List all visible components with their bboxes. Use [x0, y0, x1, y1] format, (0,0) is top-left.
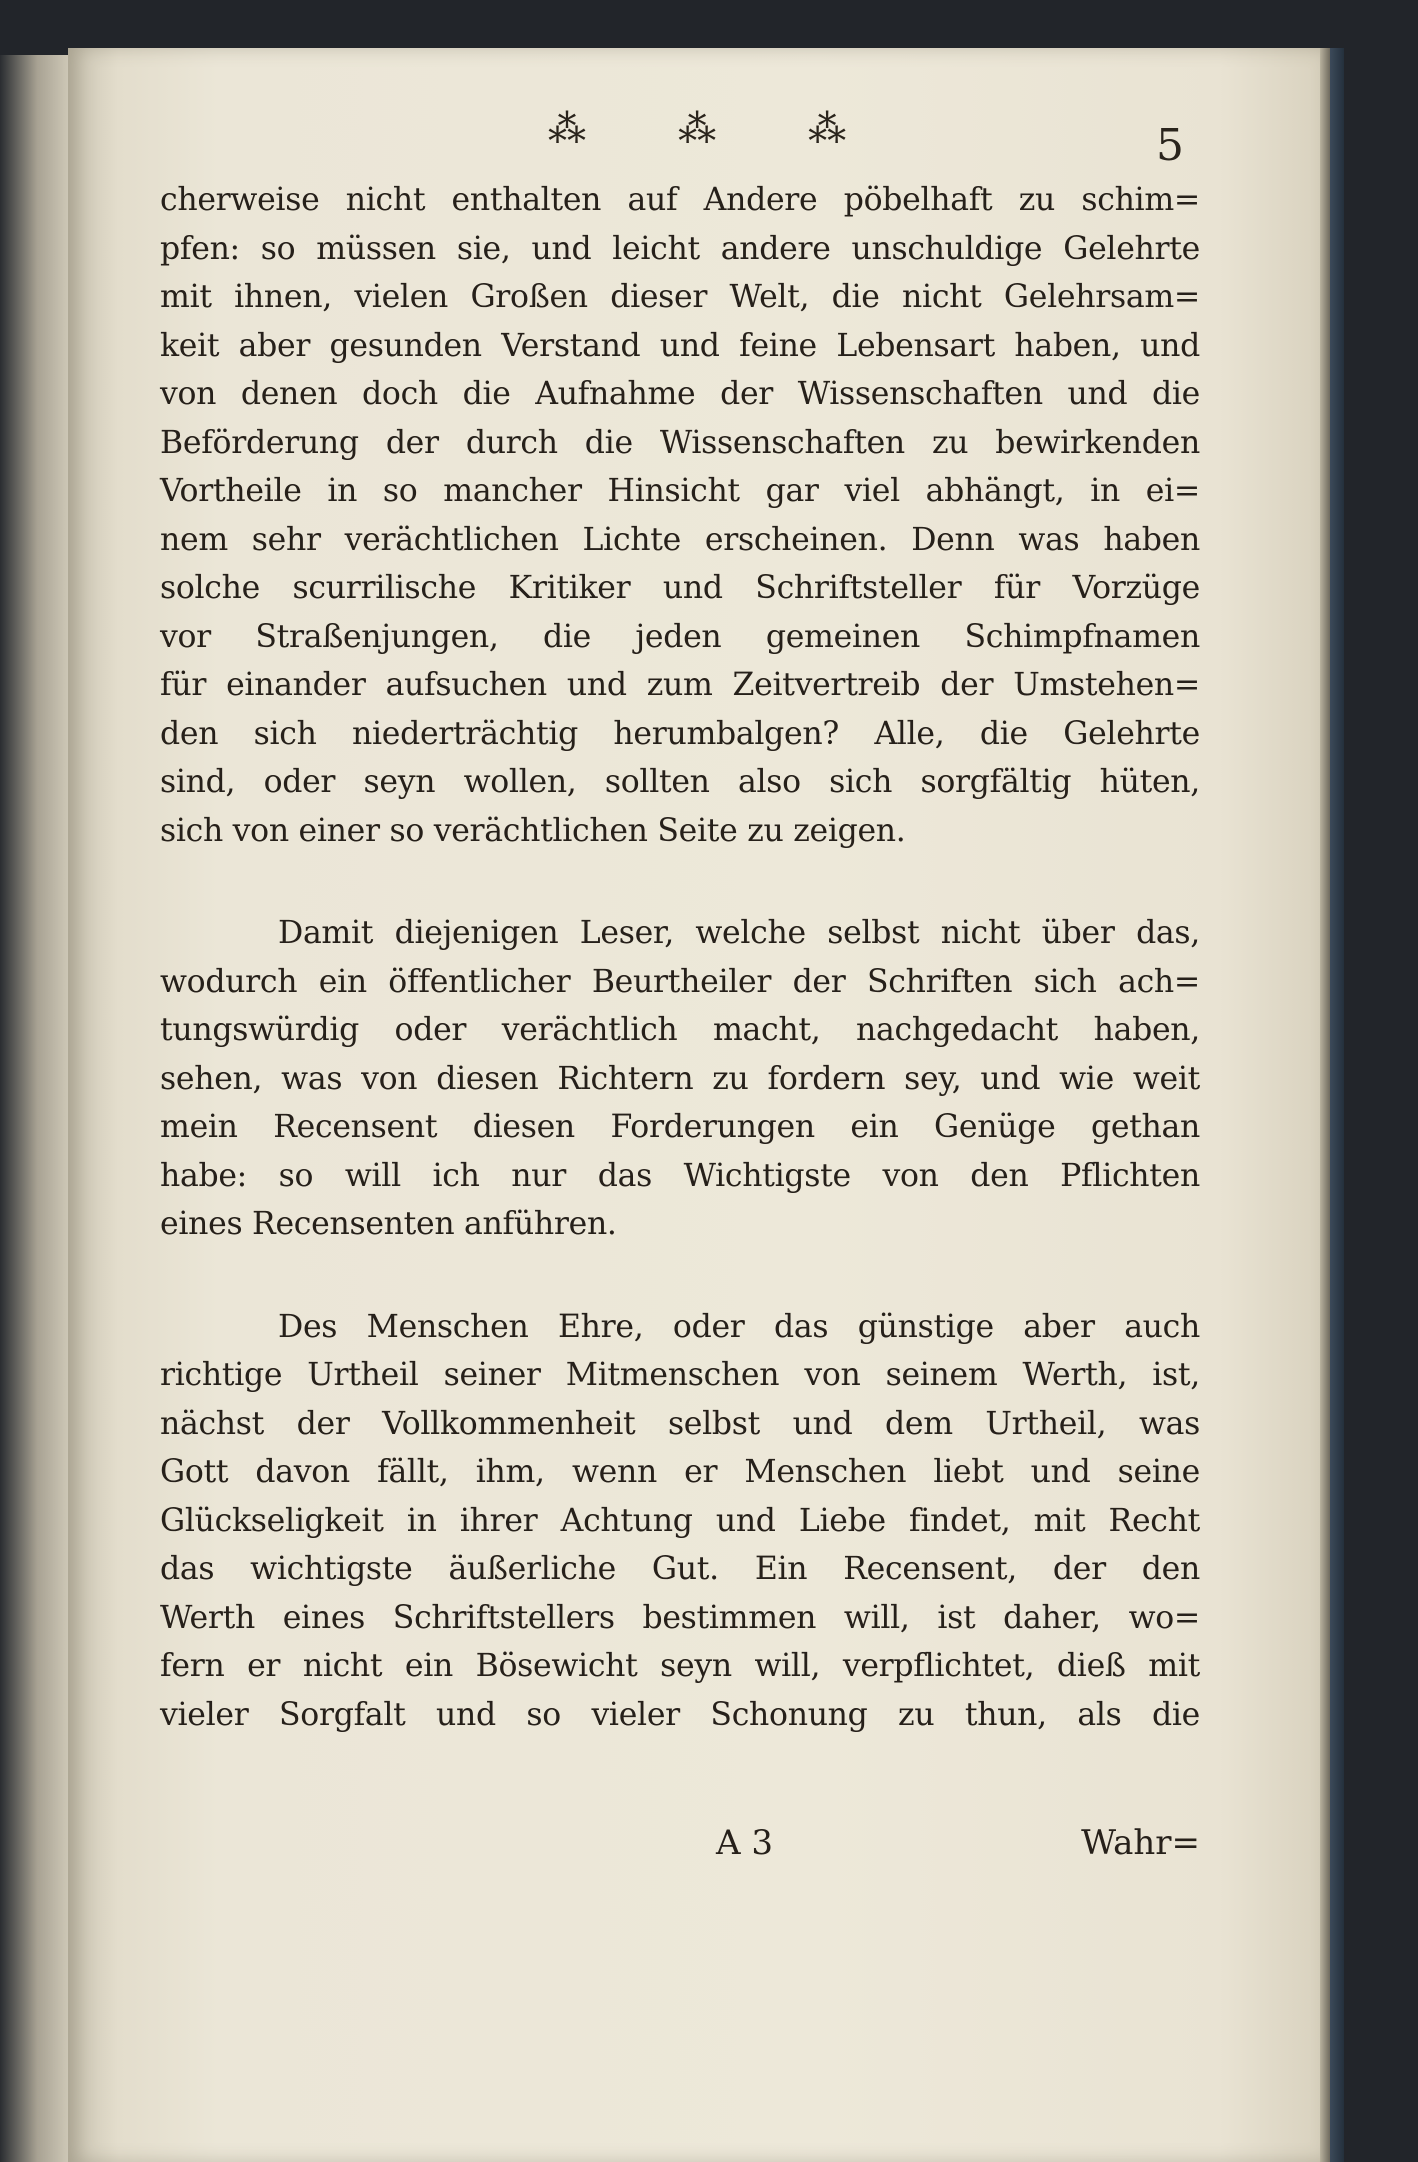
text-line: sich von einer so verächtlichen Seite zu zeigen. [160, 812, 906, 849]
signature-mark: A 3 [716, 1823, 773, 1863]
text-line: nächst der Vollkommenheit selbst und dem Urtheil, was [160, 1405, 1200, 1442]
text-line: Beförderung der durch die Wissenschaften zu bewirkenden [160, 424, 1200, 461]
text-line: Vortheile in so mancher Hinsicht gar viel abhängt, in ei= [160, 473, 1200, 509]
text-line: sind, oder seyn wollen, sollten also sich sorgfältig hüten, [160, 764, 1200, 800]
text-line: eines Recensenten anführen. [160, 1206, 617, 1242]
text-line: nem sehr verächtlichen Lichte erscheinen. Denn was haben [160, 521, 1200, 558]
text-line: sehen, was von diesen Richtern zu fordern sey, und wie weit [160, 1060, 1200, 1097]
page-number: 5 [1156, 120, 1184, 171]
text-line: Gott davon fällt, ihm, wenn er Menschen liebt und seine [160, 1454, 1200, 1490]
text-line: cherweise nicht enthalten auf Andere pöbelhaft zu schim= [160, 182, 1200, 218]
page-footer [160, 1823, 1200, 1873]
text-line: richtige Urtheil seiner Mitmenschen von seinem Werth, ist, [160, 1357, 1200, 1393]
text-line: tungswürdig oder verächtlich macht, nachgedacht haben, [160, 1012, 1200, 1048]
catchword: Wahr= [1081, 1823, 1200, 1863]
book-cover-edge [1330, 48, 1344, 2162]
text-line: habe: so will ich nur das Wichtigste von den Pflichten [160, 1157, 1200, 1194]
paragraph-1 [160, 176, 1200, 855]
text-line: vor Straßenjungen, die jeden gemeinen Schimpfnamen [160, 618, 1200, 655]
text-line: das wichtigste äußerliche Gut. Ein Recensent, der den [160, 1551, 1200, 1587]
text-line: für einander aufsuchen und zum Zeitvertreib der Umstehen= [160, 667, 1200, 703]
text-line: Damit diejenigen Leser, welche selbst nicht über das, [278, 915, 1200, 951]
paragraph-3 [160, 1303, 1200, 1740]
text-line: keit aber gesunden Verstand und feine Lebensart haben, und [160, 327, 1200, 364]
text-line: Glückseligkeit in ihrer Achtung und Liebe findet, mit Recht [160, 1502, 1200, 1539]
page-fore-edge [1320, 48, 1330, 2162]
text-line: vieler Sorgfalt und so vieler Schonung zu thun, als die [160, 1696, 1200, 1733]
text-line: mein Recensent diesen Forderungen ein Genüge gethan [160, 1109, 1200, 1145]
text-line: von denen doch die Aufnahme der Wissenschaften und die [160, 376, 1200, 412]
text-line: pfen: so müssen sie, und leicht andere unschuldige Gelehrte [160, 230, 1200, 267]
left-page-edge [0, 55, 68, 2162]
body-text [160, 176, 1200, 1739]
paragraph-gap [160, 855, 1200, 909]
text-line: mit ihnen, vielen Großen dieser Welt, die nicht Gelehrsam= [160, 279, 1200, 315]
text-line: fern er nicht ein Bösewicht seyn will, verpflichtet, dieß mit [160, 1648, 1200, 1684]
text-line: Des Menschen Ehre, oder das günstige aber auch [278, 1308, 1200, 1345]
paragraph-gap [160, 1249, 1200, 1303]
text-line: Werth eines Schriftstellers bestimmen will, ist daher, wo= [160, 1599, 1200, 1636]
header-ornament: ⁂ ⁂ ⁂ [548, 107, 887, 151]
paragraph-2 [160, 909, 1200, 1249]
text-line: den sich niederträchtig herumbalgen? Alle, die Gelehrte [160, 715, 1200, 752]
text-line: wodurch ein öffentlicher Beurtheiler der Schriften sich ach= [160, 963, 1200, 1000]
text-line: solche scurrilische Kritiker und Schriftsteller für Vorzüge [160, 570, 1200, 606]
